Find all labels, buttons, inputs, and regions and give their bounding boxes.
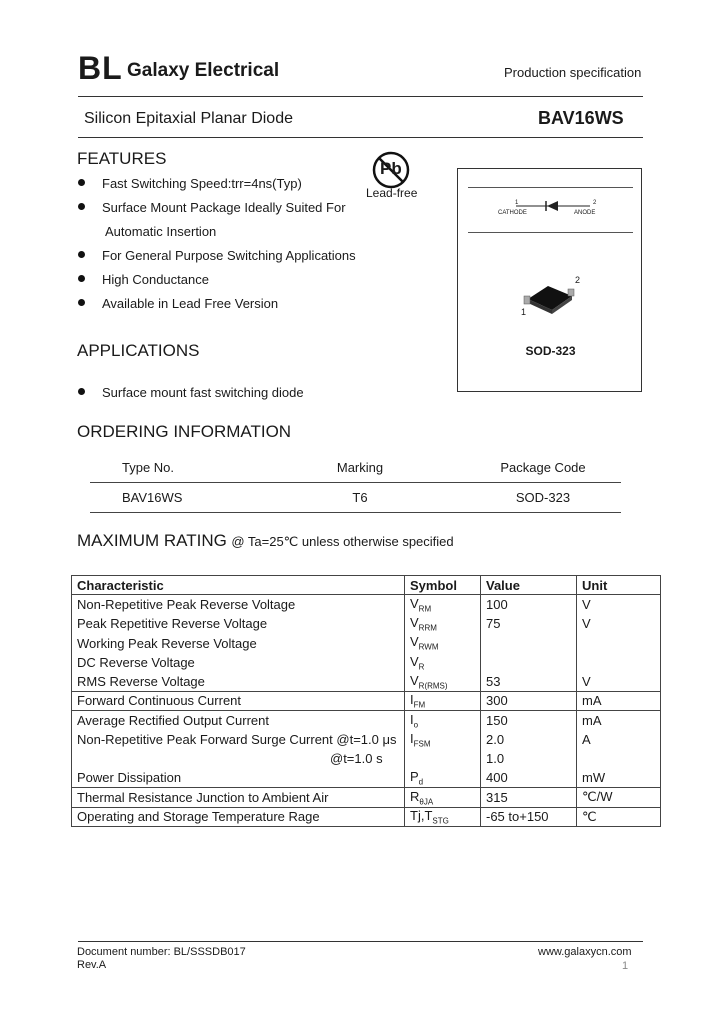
anode-label: ANODE xyxy=(574,210,596,216)
pin2-label: 2 xyxy=(593,200,597,206)
cathode-label: CATHODE xyxy=(498,210,527,216)
page-number: 1 xyxy=(622,960,629,972)
row-unit: ℃ xyxy=(577,807,661,826)
row-characteristic: Forward Continuous Current xyxy=(72,691,405,710)
ordering-col-type: Type No. xyxy=(122,460,175,475)
table-row xyxy=(72,749,661,768)
feature-item: Available in Lead Free Version xyxy=(78,296,278,311)
feature-continuation: Automatic Insertion xyxy=(105,224,217,239)
row-unit: V xyxy=(577,672,661,691)
ordering-data-row xyxy=(90,483,621,513)
row-value: 2.0 xyxy=(481,730,577,749)
row-value: 315 xyxy=(481,788,577,807)
table-row xyxy=(72,730,661,749)
footer-divider xyxy=(78,941,643,942)
table-row xyxy=(72,711,661,730)
application-item: Surface mount fast switching diode xyxy=(78,385,304,400)
col-characteristic: Characteristic xyxy=(72,576,405,595)
ordering-marking: T6 xyxy=(352,490,368,505)
ordering-table xyxy=(90,453,621,513)
col-value: Value xyxy=(481,576,577,595)
row-characteristic: Power Dissipation xyxy=(72,768,405,787)
row-symbol xyxy=(405,749,481,768)
row-symbol: $R_{\theta JA}$ xyxy=(405,788,481,807)
row-characteristic: Thermal Resistance Junction to Ambient Air xyxy=(72,788,405,807)
ordering-package: SOD-323 xyxy=(515,490,571,505)
row-value: 75 xyxy=(481,614,577,633)
pin1-label: 1 xyxy=(515,200,519,206)
feature-item: For General Purpose Switching Applications xyxy=(78,248,356,263)
row-characteristic: Operating and Storage Temperature Rage xyxy=(72,807,405,826)
ordering-header-row xyxy=(90,453,621,483)
row-unit xyxy=(577,653,661,672)
row-value xyxy=(481,653,577,672)
row-symbol: $I_o$ xyxy=(405,711,481,730)
max-rating-heading: MAXIMUM RATING xyxy=(77,531,227,550)
table-row xyxy=(72,633,661,652)
row-symbol: $P_d$ xyxy=(405,768,481,787)
package-pin1-marker: 1 xyxy=(521,307,527,317)
row-unit: V xyxy=(577,595,661,614)
row-unit: ℃/W xyxy=(577,788,661,807)
lead-free-label: Lead-free xyxy=(366,186,418,200)
col-symbol: Symbol xyxy=(405,576,481,595)
row-unit: A xyxy=(577,730,661,749)
row-symbol: $V_R$ xyxy=(405,653,481,672)
row-symbol: $Tj,T_{STG}$ xyxy=(405,807,481,826)
part-number: BAV16WS xyxy=(538,108,624,128)
max-rating-table xyxy=(71,575,661,827)
lead-free-symbol: Pb xyxy=(380,159,402,178)
applications-heading: APPLICATIONS xyxy=(77,341,200,360)
document-subtitle: Silicon Epitaxial Planar Diode xyxy=(84,110,293,127)
row-characteristic: DC Reverse Voltage xyxy=(72,653,405,672)
table-row xyxy=(72,672,661,691)
row-symbol: $V_{R(RMS)}$ xyxy=(405,672,481,691)
row-characteristic: Non-Repetitive Peak Reverse Voltage xyxy=(72,595,405,614)
row-symbol: $V_{RWM}$ xyxy=(405,633,481,652)
row-characteristic: Working Peak Reverse Voltage xyxy=(72,633,405,652)
table-row xyxy=(72,691,661,710)
title-divider xyxy=(78,137,643,138)
package-box xyxy=(457,168,642,392)
ordering-heading: ORDERING INFORMATION xyxy=(77,422,292,441)
sod323-package-icon xyxy=(520,274,580,319)
row-unit xyxy=(577,749,661,768)
row-unit xyxy=(577,633,661,652)
revision: Rev.A xyxy=(77,959,107,971)
lead-free-icon xyxy=(371,151,411,191)
row-characteristic: Peak Repetitive Reverse Voltage xyxy=(72,614,405,633)
row-unit: mA xyxy=(577,711,661,730)
row-value: 1.0 xyxy=(481,749,577,768)
table-header-row xyxy=(72,576,661,595)
row-value: 400 xyxy=(481,768,577,787)
table-row xyxy=(72,653,661,672)
col-unit: Unit xyxy=(577,576,661,595)
table-row xyxy=(72,614,661,633)
row-characteristic: Non-Repetitive Peak Forward Surge Current @t=1.0 μs xyxy=(72,730,405,749)
features-heading: FEATURES xyxy=(77,149,167,168)
row-characteristic: RMS Reverse Voltage xyxy=(72,672,405,691)
row-value: 300 xyxy=(481,691,577,710)
feature-item: High Conductance xyxy=(78,272,209,287)
ordering-type: BAV16WS xyxy=(122,490,183,505)
row-value: -65 to+150 xyxy=(481,807,577,826)
document-number: Document number: BL/SSSDB017 xyxy=(77,946,246,958)
package-name: SOD-323 xyxy=(525,344,576,358)
table-row xyxy=(72,768,661,787)
package-divider-bottom xyxy=(468,232,633,233)
row-symbol: $V_{RM}$ xyxy=(405,595,481,614)
table-row xyxy=(72,807,661,826)
max-rating-condition: @ Ta=25℃ unless otherwise specified xyxy=(231,534,454,549)
ordering-col-package: Package Code xyxy=(500,460,586,475)
row-unit: V xyxy=(577,614,661,633)
feature-item: Fast Switching Speed:trr=4ns(Typ) xyxy=(78,176,302,191)
row-symbol: $I_{FM}$ xyxy=(405,691,481,710)
row-value: 53 xyxy=(481,672,577,691)
row-symbol: $V_{RRM}$ xyxy=(405,614,481,633)
ordering-col-marking: Marking xyxy=(336,460,384,475)
row-value: 150 xyxy=(481,711,577,730)
package-pin2-marker: 2 xyxy=(575,275,581,285)
table-row xyxy=(72,788,661,807)
table-row xyxy=(72,595,661,614)
row-characteristic: @t=1.0 s xyxy=(72,749,405,768)
feature-item: Surface Mount Package Ideally Suited For xyxy=(78,200,346,215)
website: www.galaxycn.com xyxy=(538,946,632,958)
company-name: Galaxy Electrical xyxy=(127,60,280,81)
row-unit: mW xyxy=(577,768,661,787)
header-divider xyxy=(78,96,643,97)
row-symbol: $I_{FSM}$ xyxy=(405,730,481,749)
row-characteristic: Average Rectified Output Current xyxy=(72,711,405,730)
row-value xyxy=(481,633,577,652)
row-value: 100 xyxy=(481,595,577,614)
row-unit: mA xyxy=(577,691,661,710)
spec-status: Production specification xyxy=(504,65,642,80)
package-divider-top xyxy=(468,187,633,188)
company-logo: BL xyxy=(78,50,123,86)
max-rating-title xyxy=(77,531,454,551)
